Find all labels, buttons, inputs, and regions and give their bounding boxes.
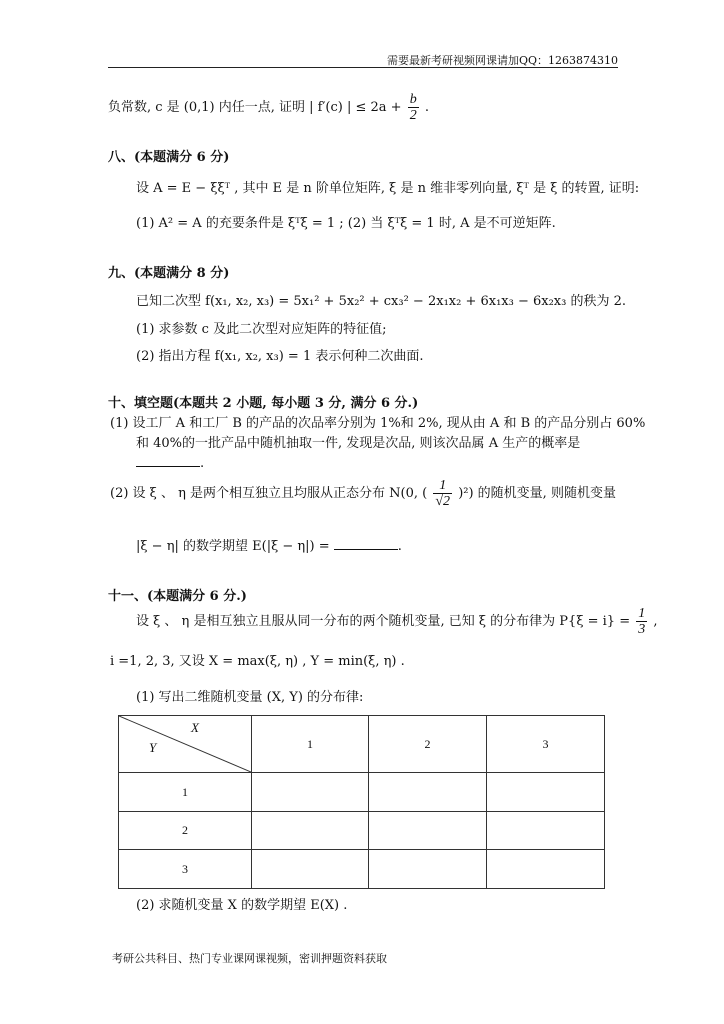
q11-line1-tail: , [653,614,658,629]
table-cell [487,812,605,850]
distribution-table [118,715,605,889]
intro-lead: 负常数, c 是 (0,1) 内任一点, 证明 | f′(c) | ≤ 2a + [108,100,402,115]
q11-part1: (1) 写出二维随机变量 (X, Y) 的分布律: [136,690,364,705]
q10-p2-lead: (2) 设 ξ 、 η 是两个相互独立且均服从正态分布 N(0, ( [110,486,428,501]
row-header-3: 3 [119,850,252,889]
intro-frac-den: 2 [409,108,417,123]
page-footer: 考研公共科目、热门专业课网课视频，密训押题资料获取 [112,952,387,965]
row-header-2: 2 [119,812,252,850]
q10-p1-line1: (1) 设工厂 A 和工厂 B 的产品的次品率分别为 1%和 2%, 现从由 A 和 B 的产品分别占 60% [110,416,646,431]
col-header-2: 2 [369,716,487,773]
q11-fraction [636,606,647,637]
q10-p1-line2: 和 40%的一批产品中随机抽取一件, 发现是次品, 则该次品属 A 生产的概率是 [136,436,581,451]
row-header-1: 1 [119,773,252,812]
table-cell [487,850,605,889]
q10-p2-period: . [397,539,402,554]
col-header-1: 1 [252,716,369,773]
q10-p2-fraction [433,478,452,509]
q10-p1-period: . [200,456,205,471]
header-rule [108,67,618,68]
q10-p2-frac-num: 1 [433,478,452,494]
table-cell [369,850,487,889]
corner-x-label: X [191,720,199,735]
q11-frac-den: 3 [638,622,646,637]
table-cell [369,773,487,812]
table-row [119,812,605,850]
q8-line2: (1) A² = A 的充要条件是 ξᵀξ = 1 ; (2) 当 ξᵀξ = 1 时, A 是不可逆矩阵. [136,216,556,231]
intro-fraction [408,92,419,123]
q11-part2: (2) 求随机变量 X 的数学期望 E(X) . [136,898,348,913]
col-header-3: 3 [487,716,605,773]
q10-p1-line3 [136,454,204,471]
table-cell [252,773,369,812]
diagonal-line [119,716,251,772]
corner-y-label: Y [149,740,157,755]
q10-p2-frac-den: √2 [435,494,451,509]
table-cell [487,773,605,812]
q9-line2: (1) 求参数 c 及此二次型对应矩阵的特征值; [136,322,387,337]
q10-p2-expr: |ξ − η| 的数学期望 E(|ξ − η|) = [136,539,330,554]
q10-title: 十、填空题(本题共 2 小题, 每小题 3 分, 满分 6 分.) [108,396,419,411]
table-cell [252,850,369,889]
intro-tail: . [424,100,429,115]
q10-p2-line2 [136,535,402,554]
intro-line [108,92,429,123]
table-row [119,773,605,812]
q10-p1-blank [136,454,200,467]
q8-line1: 设 A = E − ξξᵀ , 其中 E 是 n 阶单位矩阵, ξ 是 n 维非零列向量, ξᵀ 是 ξ 的转置, 证明: [136,181,640,196]
q11-frac-num: 1 [638,606,646,621]
q9-title: 九、(本题满分 8 分) [108,266,230,281]
table-cell [252,812,369,850]
q10-p2-blank [334,537,398,550]
table-header-row [119,716,605,773]
q11-line1 [136,606,658,637]
table-corner-cell [119,716,252,773]
table-cell [369,812,487,850]
page-header: 需要最新考研视频网课请加QQ：1263874310 [386,54,618,67]
q10-p2-line1 [110,478,616,509]
table-row [119,850,605,889]
intro-frac-num: b [409,92,417,107]
q9-line1: 已知二次型 f(x₁, x₂, x₃) = 5x₁² + 5x₂² + cx₃² − 2x₁x₂ + 6x₁x₃ − 6x₂x₃ 的秩为 2. [136,294,627,309]
q11-line2: i =1, 2, 3, 又设 X = max(ξ, η) , Y = min(ξ, η) . [110,654,405,669]
q9-line3: (2) 指出方程 f(x₁, x₂, x₃) = 1 表示何种二次曲面. [136,349,424,364]
q8-title: 八、(本题满分 6 分) [108,150,230,165]
q10-p2-tail: )²) 的随机变量, 则随机变量 [458,486,616,501]
q11-title: 十一、(本题满分 6 分.) [108,589,247,604]
q11-line1-lead: 设 ξ 、 η 是相互独立且服从同一分布的两个随机变量, 已知 ξ 的分布律为 P{ξ = i} = [136,614,631,629]
